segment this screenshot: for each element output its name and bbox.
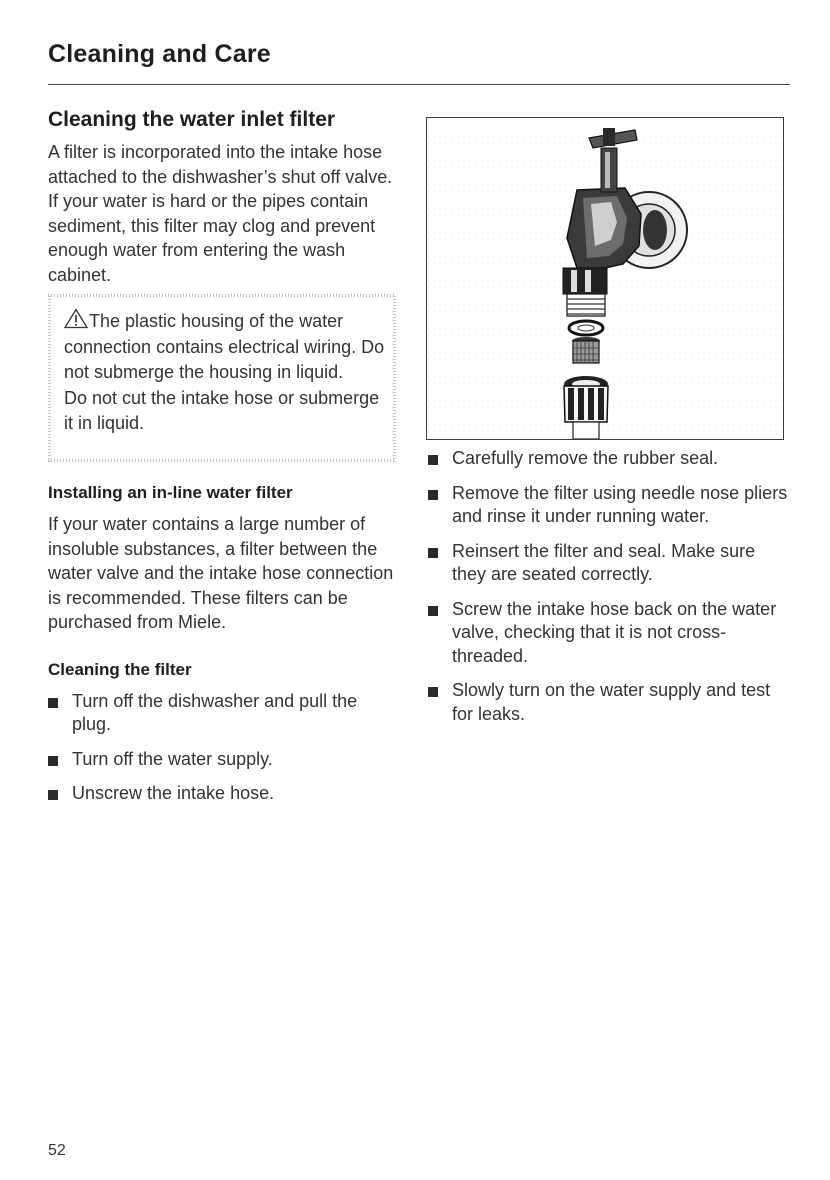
list-item xyxy=(428,679,790,726)
page-number: 52 xyxy=(48,1142,66,1159)
valve-exploded-view xyxy=(427,118,783,439)
warning-text xyxy=(64,308,386,437)
bullet-icon xyxy=(428,687,438,697)
list-item xyxy=(48,782,400,806)
inline-filter-paragraph: If your water contains a large number of insoluble substances, a filter between the water valve and the intake hose connection is recommended. These filters can be purchased from Miele. xyxy=(48,514,394,632)
list-item xyxy=(428,447,790,471)
water-valve-illustration xyxy=(426,117,784,440)
section-heading: Cleaning the water inlet filter xyxy=(48,108,336,131)
right-column xyxy=(428,447,790,737)
step-text: Screw the intake hose back on the water valve, checking that it is not cross-threaded. xyxy=(452,598,777,666)
steps-list-right xyxy=(428,447,790,726)
bullet-icon xyxy=(428,548,438,558)
list-item xyxy=(48,690,400,737)
title-divider xyxy=(48,84,790,85)
bullet-icon xyxy=(48,756,58,766)
intro-paragraph: A filter is incorporated into the intake hose attached to the dishwasher’s shut off valve. If your water is hard or the pipes contain sediment, this filter may clog and prevent enough water from entering the wash cabinet. xyxy=(48,142,393,285)
step-text: Turn off the dishwasher and pull the plug. xyxy=(72,690,358,734)
step-text: Remove the filter using needle nose pliers and rinse it under running water. xyxy=(452,482,788,526)
list-item xyxy=(428,482,790,529)
bullet-icon xyxy=(48,698,58,708)
warning-triangle-icon xyxy=(64,308,88,329)
list-item xyxy=(428,540,790,587)
warning-box xyxy=(48,294,396,462)
step-text: Reinsert the filter and seal. Make sure they are seated correctly. xyxy=(452,540,756,584)
bullet-icon xyxy=(428,606,438,616)
steps-list-left xyxy=(48,690,400,806)
step-text: Unscrew the intake hose. xyxy=(72,783,275,803)
step-text: Turn off the water supply. xyxy=(72,748,273,769)
bullet-icon xyxy=(48,790,58,800)
bullet-icon xyxy=(428,490,438,500)
warning-text-second: Do not cut the intake hose or submerge it in liquid. xyxy=(64,387,380,433)
list-item xyxy=(428,598,790,669)
bullet-icon xyxy=(428,455,438,465)
step-text: Carefully remove the rubber seal. xyxy=(452,448,719,468)
warning-text-main: The plastic housing of the water connection contains electrical wiring. Do not submerge the housing in liquid. xyxy=(64,311,385,382)
page-title: Cleaning and Care xyxy=(48,40,271,68)
inline-filter-heading: Installing an in-line water filter xyxy=(48,483,293,502)
step-text: Slowly turn on the water supply and test for leaks. xyxy=(452,680,771,724)
cleaning-filter-heading: Cleaning the filter xyxy=(48,659,192,679)
left-column xyxy=(48,108,400,817)
list-item xyxy=(48,748,400,772)
